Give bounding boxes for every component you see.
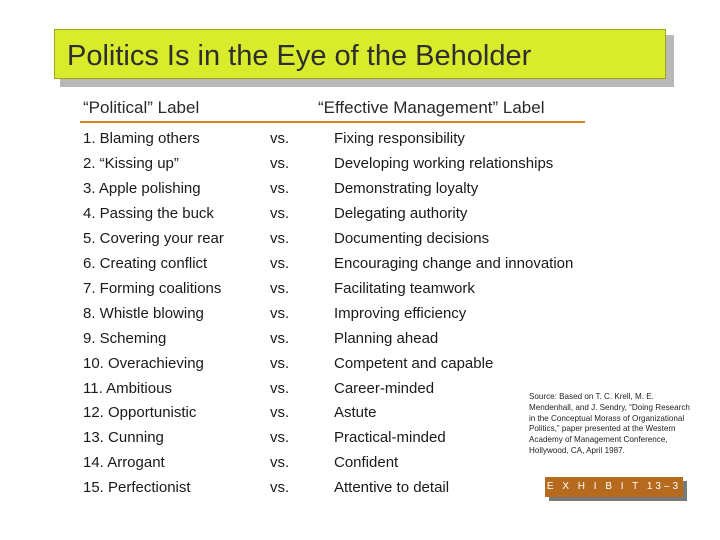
table-row bbox=[0, 155, 720, 180]
effective-management-label-cell: Competent and capable bbox=[334, 354, 494, 372]
versus-cell: vs. bbox=[270, 479, 290, 497]
effective-management-label-cell: Career-minded bbox=[334, 379, 435, 397]
effective-management-label-cell: Attentive to detail bbox=[334, 479, 450, 497]
table-row bbox=[0, 255, 720, 280]
page-title: Politics Is in the Eye of the Beholder bbox=[67, 40, 532, 72]
effective-management-label-cell: Facilitating teamwork bbox=[334, 279, 475, 297]
political-label-cell: 13. Cunning bbox=[83, 429, 164, 447]
effective-management-label-cell: Demonstrating loyalty bbox=[334, 179, 479, 197]
versus-cell: vs. bbox=[270, 304, 290, 322]
political-label-cell: 12. Opportunistic bbox=[83, 404, 197, 422]
effective-management-label-cell: Fixing responsibility bbox=[334, 130, 465, 147]
effective-management-label-cell: Practical-minded bbox=[334, 429, 446, 447]
versus-cell: vs. bbox=[270, 279, 290, 297]
title-banner bbox=[54, 29, 666, 79]
political-label-cell: 8. Whistle blowing bbox=[83, 304, 204, 322]
versus-cell: vs. bbox=[270, 404, 290, 422]
effective-management-label-cell: Astute bbox=[334, 404, 377, 422]
political-label-cell: 10. Overachieving bbox=[83, 354, 204, 372]
table-row bbox=[0, 305, 720, 330]
versus-cell: vs. bbox=[270, 454, 290, 472]
political-label-cell: 14. Arrogant bbox=[83, 454, 165, 472]
effective-management-label-cell: Developing working relationships bbox=[334, 154, 554, 172]
versus-cell: vs. bbox=[270, 154, 290, 172]
header-underline bbox=[80, 121, 585, 123]
political-label-cell: 6. Creating conflict bbox=[83, 254, 208, 272]
versus-cell: vs. bbox=[270, 354, 290, 372]
versus-cell: vs. bbox=[270, 254, 290, 272]
table-row bbox=[0, 230, 720, 255]
political-label-cell: 15. Perfectionist bbox=[83, 479, 191, 497]
versus-cell: vs. bbox=[270, 229, 290, 247]
versus-cell: vs. bbox=[270, 130, 290, 147]
table-row bbox=[0, 330, 720, 355]
effective-management-label-cell: Delegating authority bbox=[334, 204, 468, 222]
source-note: Source: Based on T. C. Krell, M. E. Mendenhall, and J. Sendry, “Doing Research in the Conceptual Morass of Organizational Politics,” paper presented at the Western Academy of Management Conference, Hollywood, CA, April 1987. bbox=[529, 392, 690, 455]
versus-cell: vs. bbox=[270, 329, 290, 347]
political-label-cell: 5. Covering your rear bbox=[83, 229, 224, 247]
political-label-cell: 7. Forming coalitions bbox=[83, 279, 222, 297]
table-row bbox=[0, 180, 720, 205]
table-row bbox=[0, 280, 720, 305]
effective-management-label-cell: Planning ahead bbox=[334, 329, 439, 347]
political-label-cell: 11. Ambitious bbox=[83, 379, 172, 397]
table-row bbox=[0, 454, 720, 479]
versus-cell: vs. bbox=[270, 179, 290, 197]
versus-cell: vs. bbox=[270, 379, 290, 397]
political-label-cell: 9. Scheming bbox=[83, 329, 167, 347]
political-label-header: “Political” Label bbox=[83, 98, 200, 117]
political-label-cell: 3. Apple polishing bbox=[83, 179, 201, 197]
political-label-cell: 2. “Kissing up” bbox=[83, 154, 179, 172]
effective-management-label-header: “Effective Management” Label bbox=[318, 98, 545, 117]
versus-cell: vs. bbox=[270, 204, 290, 222]
effective-management-label-cell: Documenting decisions bbox=[334, 229, 490, 247]
versus-cell: vs. bbox=[270, 429, 290, 447]
political-label-cell: 1. Blaming others bbox=[83, 130, 200, 147]
table-row bbox=[0, 355, 720, 380]
effective-management-label-cell: Improving efficiency bbox=[334, 304, 467, 322]
table-row bbox=[0, 205, 720, 230]
table-row bbox=[0, 130, 720, 155]
exhibit-badge: E X H I B I T 13–3 bbox=[545, 477, 683, 497]
effective-management-label-cell: Confident bbox=[334, 454, 399, 472]
political-label-cell: 4. Passing the buck bbox=[83, 204, 214, 222]
effective-management-label-cell: Encouraging change and innovation bbox=[334, 254, 574, 272]
